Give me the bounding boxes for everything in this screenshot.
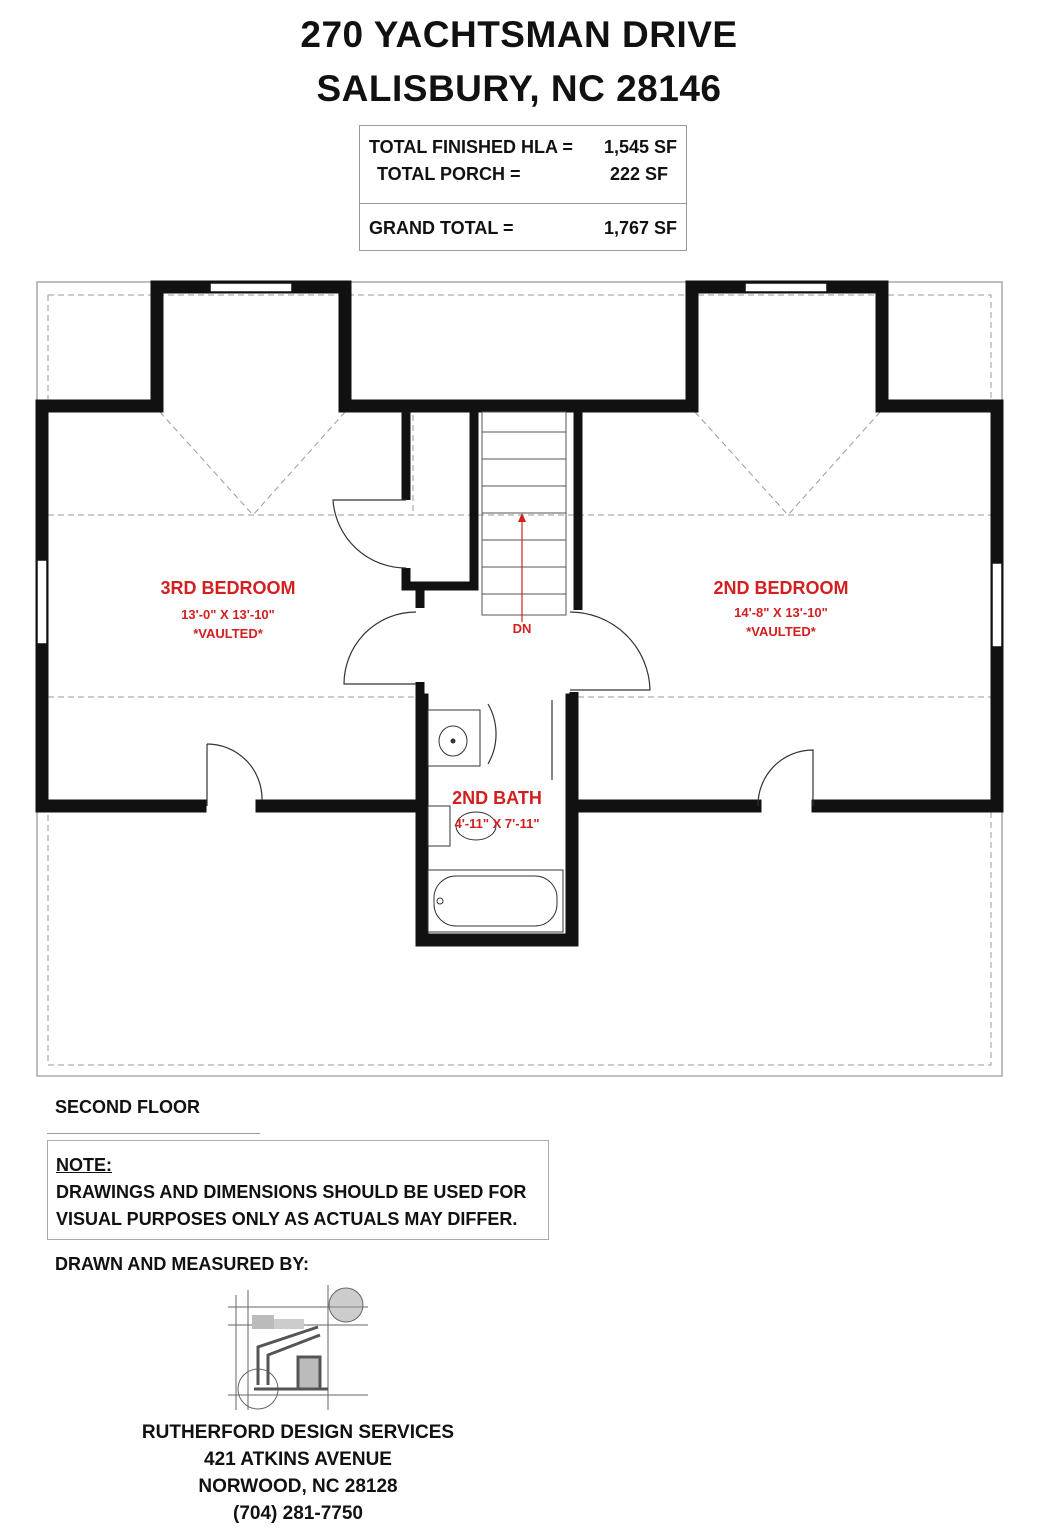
note-line-2: VISUAL PURPOSES ONLY AS ACTUALS MAY DIFFER. [56,1209,518,1229]
summary-row-total [369,218,677,240]
room-dims-third-bedroom: 13'-0" X 13'-10" [181,607,275,622]
summary-divider [360,203,686,204]
summary-label: GRAND TOTAL = [369,218,514,238]
company-city: NORWOOD, NC 28128 [198,1476,398,1497]
summary-label: TOTAL PORCH = [377,164,521,184]
drawn-by-label: DRAWN AND MEASURED BY: [55,1254,309,1274]
address-line-1: 270 YACHTSMAN DRIVE [300,14,738,55]
floor-label: SECOND FLOOR [55,1097,201,1117]
interior-walls [406,412,578,700]
staircase [482,412,566,622]
room-note-third-bedroom: *VAULTED* [193,626,263,641]
disclaimer-note-box [47,1140,549,1240]
room-note-second-bedroom: *VAULTED* [746,624,816,639]
summary-row-porch [369,164,677,186]
summary-row-hla [369,137,677,159]
summary-value: 1,545 SF [603,137,677,157]
note-heading: NOTE: [56,1155,112,1175]
company-logo [228,1285,368,1415]
room-dims-second-bath: 4'-11" X 7'-11" [454,816,540,831]
room-name-second-bedroom: 2ND BEDROOM [713,578,849,598]
note-line-1: DRAWINGS AND DIMENSIONS SHOULD BE USED FOR [56,1182,527,1202]
room-dims-second-bedroom: 14'-8" X 13'-10" [734,605,828,620]
stair-direction-label: DN [512,621,532,636]
company-street: 421 ATKINS AVENUE [204,1449,392,1470]
address-line-2: SALISBURY, NC 28146 [316,68,722,109]
door-swings [207,500,813,806]
floor-label-underline [47,1133,260,1134]
company-phone: (704) 281-7750 [233,1503,363,1524]
room-name-second-bath: 2ND BATH [452,788,542,808]
summary-value: 222 SF [609,164,668,184]
room-name-third-bedroom: 3RD BEDROOM [160,578,296,598]
floor-plan [0,270,1038,1080]
company-name: RUTHERFORD DESIGN SERVICES [141,1422,455,1443]
summary-value: 1,767 SF [603,218,677,238]
area-summary-box [359,125,687,251]
summary-label: TOTAL FINISHED HLA = [369,137,573,157]
vault-lines [48,412,992,697]
